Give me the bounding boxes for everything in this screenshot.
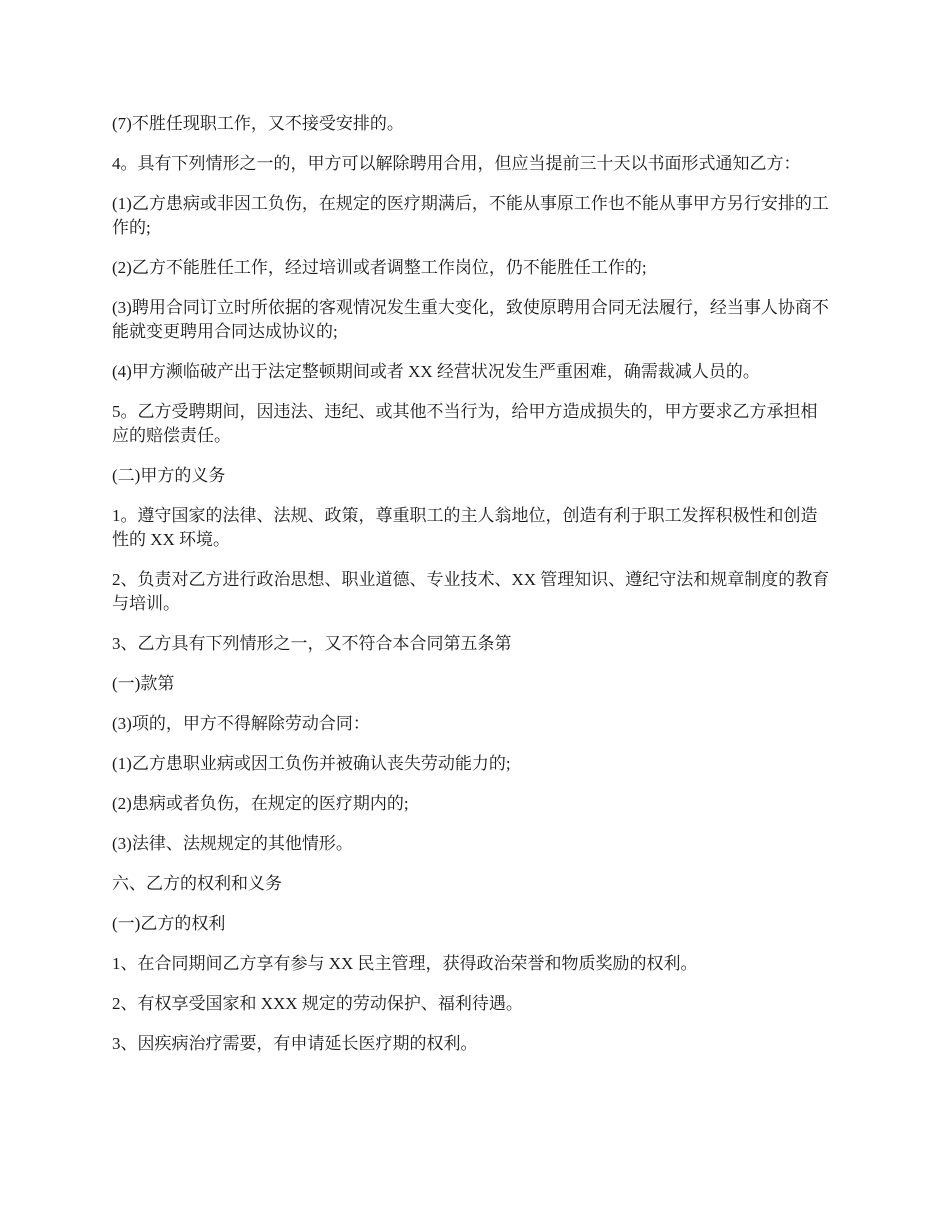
- paragraph-obligation-1: 1。遵守国家的法律、法规、政策，尊重职工的主人翁地位，创造有利于职工发挥积极性和创造性的 XX 环境。: [112, 506, 818, 549]
- document-page: [112, 112, 834, 1072]
- paragraph-article-4: 4。具有下列情形之一的，甲方可以解除聘用合用，但应当提前三十天以书面形式通知乙方：: [112, 154, 801, 173]
- paragraph-case-2: (2)患病或者负伤，在规定的医疗期内的;: [112, 794, 409, 813]
- paragraph-item-4: (4)甲方濒临破产出于法定整顿期间或者 XX 经营状况发生严重困难，确需裁减人员的。: [112, 362, 760, 381]
- paragraph-clause-7: (7)不胜任现职工作，又不接受安排的。: [112, 114, 404, 133]
- paragraph-right-1: 1、在合同期间乙方享有参与 XX 民主管理，获得政治荣誉和物质奖励的权利。: [112, 954, 698, 973]
- subsection-heading-employee-rights: (一)乙方的权利: [112, 914, 226, 933]
- paragraph-case-3: (3)法律、法规规定的其他情形。: [112, 834, 353, 853]
- paragraph-right-2: 2、有权享受国家和 XXX 规定的劳动保护、福利待遇。: [112, 994, 523, 1013]
- paragraph-item-1: (1)乙方患病或非因工负伤，在规定的医疗期满后，不能从事原工作也不能从事甲方另行安排的工作的;: [112, 194, 829, 237]
- paragraph-right-3: 3、因疾病治疗需要，有申请延长医疗期的权利。: [112, 1034, 478, 1053]
- section-heading-employee-rights-duties: 六、乙方的权利和义务: [112, 874, 282, 893]
- paragraph-case-1: (1)乙方患职业病或因工负伤并被确认丧失劳动能力的;: [112, 754, 511, 773]
- paragraph-obligation-3: 3、乙方具有下列情形之一，又不符合本合同第五条第: [112, 634, 512, 653]
- paragraph-clause-ref-1: (一)款第: [112, 674, 175, 693]
- paragraph-clause-ref-3: (3)项的，甲方不得解除劳动合同：: [112, 714, 370, 733]
- section-heading-employer-obligations: (二)甲方的义务: [112, 466, 226, 485]
- paragraph-obligation-2: 2、负责对乙方进行政治思想、职业道德、专业技术、XX 管理知识、遵纪守法和规章制度的教育与培训。: [112, 570, 830, 613]
- paragraph-item-3: (3)聘用合同订立时所依据的客观情况发生重大变化，致使原聘用合同无法履行，经当事人协商不能就变更聘用合同达成协议的;: [112, 298, 829, 341]
- paragraph-item-2: (2)乙方不能胜任工作，经过培训或者调整工作岗位，仍不能胜任工作的;: [112, 258, 647, 277]
- paragraph-article-5: 5。乙方受聘期间，因违法、违纪、或其他不当行为，给甲方造成损失的，甲方要求乙方承担相应的赔偿责任。: [112, 402, 818, 445]
